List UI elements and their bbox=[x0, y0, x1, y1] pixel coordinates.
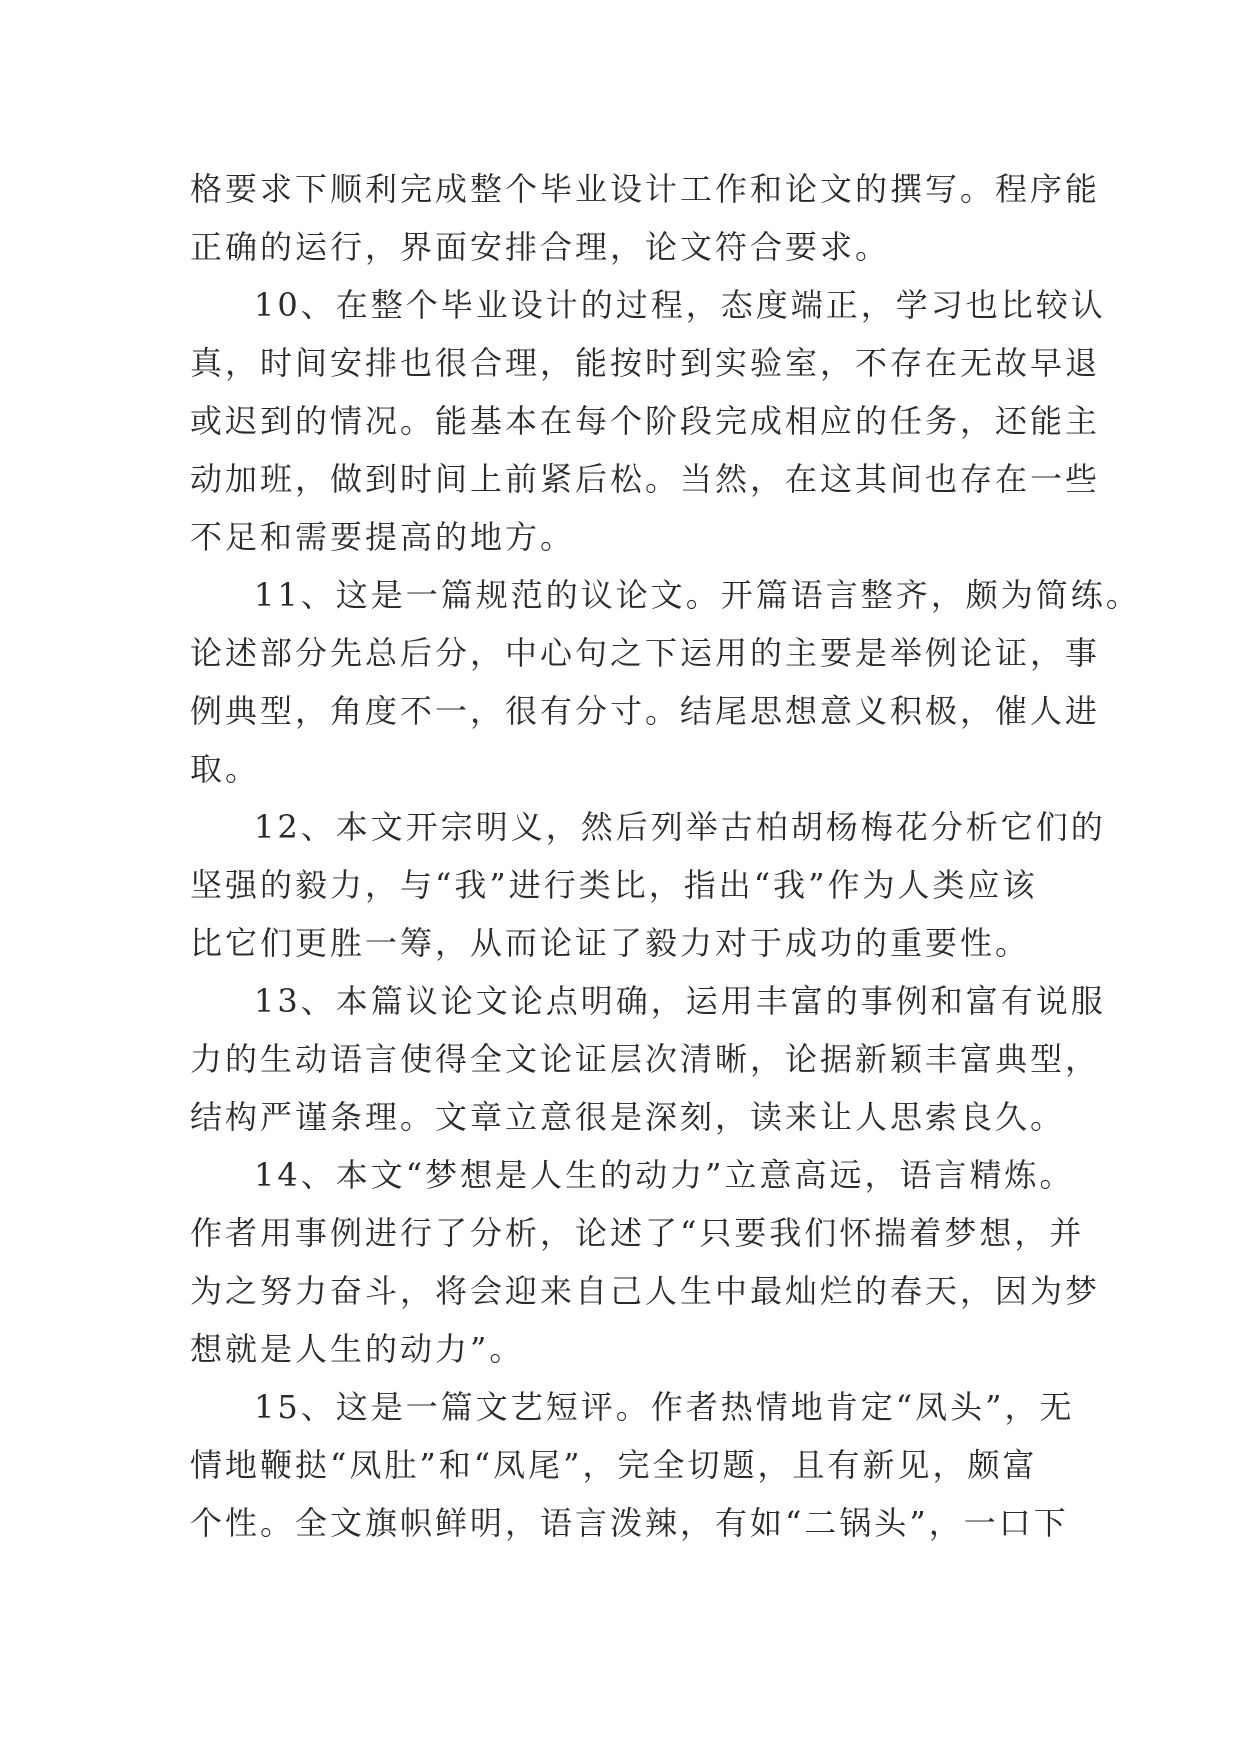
text-line: 真，时间安排也很合理，能按时到实验室，不存在无故早退 bbox=[190, 344, 1101, 382]
paragraph-10-start: 10、在整个毕业设计的过程，态度端正，学习也比较认 bbox=[254, 286, 1106, 324]
text-line: 例典型，角度不一，很有分寸。结尾思想意义积极，催人进 bbox=[190, 692, 1101, 730]
text-line: 作者用事例进行了分析，论述了“只要我们怀揣着梦想，并 bbox=[190, 1214, 1085, 1252]
text-line: 个性。全文旗帜鲜明，语言泼辣，有如“二锅头”，一口下 bbox=[190, 1504, 1069, 1542]
text-line: 论述部分先总后分，中心句之下运用的主要是举例论证，事 bbox=[190, 634, 1101, 672]
text-line: 取。 bbox=[190, 750, 261, 788]
paragraph-13-start: 13、本篇议论文论点明确，运用丰富的事例和富有说服 bbox=[254, 982, 1106, 1020]
text-line: 不足和需要提高的地方。 bbox=[190, 518, 576, 556]
document-body bbox=[190, 160, 1141, 1552]
text-line: 格要求下顺利完成整个毕业设计工作和论文的撰写。程序能 bbox=[190, 170, 1101, 208]
paragraph-12-start: 12、本文开宗明义，然后列举古柏胡杨梅花分析它们的 bbox=[254, 808, 1106, 846]
text-line: 想就是人生的动力”。 bbox=[190, 1330, 525, 1368]
text-line: 坚强的毅力，与“我”进行类比，指出“我”作为人类应该 bbox=[190, 866, 1038, 904]
text-line: 情地鞭挞“凤肚”和“凤尾”，完全切题，且有新见，颇富 bbox=[190, 1446, 1038, 1484]
text-line: 比它们更胜一筹，从而论证了毅力对于成功的重要性。 bbox=[190, 924, 1031, 962]
paragraph-15-start: 15、这是一篇文艺短评。作者热情地肯定“凤头”，无 bbox=[254, 1388, 1075, 1426]
paragraph-14-start: 14、本文“梦想是人生的动力”立意高远，语言精炼。 bbox=[254, 1156, 1075, 1194]
text-line: 为之努力奋斗，将会迎来自己人生中最灿烂的春天，因为梦 bbox=[190, 1272, 1101, 1310]
text-line: 或迟到的情况。能基本在每个阶段完成相应的任务，还能主 bbox=[190, 402, 1101, 440]
text-line: 结构严谨条理。文章立意很是深刻，读来让人思索良久。 bbox=[190, 1098, 1066, 1136]
text-line: 力的生动语言使得全文论证层次清晰，论据新颖丰富典型， bbox=[190, 1040, 1101, 1078]
text-line: 正确的运行，界面安排合理，论文符合要求。 bbox=[190, 228, 891, 266]
paragraph-11-start: 11、这是一篇规范的议论文。开篇语言整齐，颇为简练。 bbox=[254, 576, 1141, 614]
text-line: 动加班，做到时间上前紧后松。当然，在这其间也存在一些 bbox=[190, 460, 1101, 498]
